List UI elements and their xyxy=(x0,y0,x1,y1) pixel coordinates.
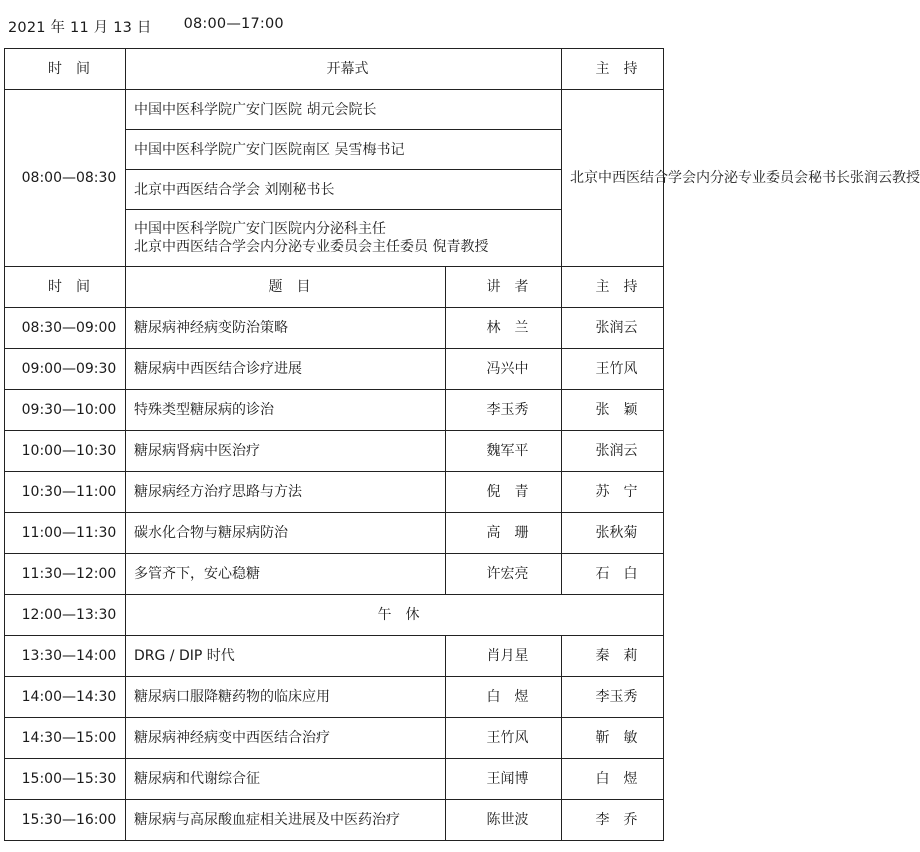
session-speaker: 冯兴中 xyxy=(446,349,562,390)
opening-host-header: 主 持 xyxy=(562,49,664,90)
session-row xyxy=(5,759,664,800)
session-speaker: 林 兰 xyxy=(446,308,562,349)
lunch-row xyxy=(5,595,664,636)
session-row xyxy=(5,554,664,595)
session-topic: 糖尿病中西医结合诊疗进展 xyxy=(126,349,446,390)
session-header-row xyxy=(5,267,664,308)
session-speaker-header: 讲 者 xyxy=(446,267,562,308)
session-speaker: 李玉秀 xyxy=(446,390,562,431)
opening-speaker-4 xyxy=(126,210,562,267)
session-topic: 糖尿病口服降糖药物的临床应用 xyxy=(126,677,446,718)
session-row xyxy=(5,431,664,472)
session-host-header: 主 持 xyxy=(562,267,664,308)
session-host: 苏 宁 xyxy=(562,472,664,513)
session-time: 14:00—14:30 xyxy=(5,677,126,718)
session-topic: 糖尿病经方治疗思路与方法 xyxy=(126,472,446,513)
opening-header-row xyxy=(5,49,664,90)
opening-title: 开幕式 xyxy=(126,49,562,90)
session-speaker: 陈世波 xyxy=(446,800,562,841)
opening-host: 北京中西医结合学会内分泌专业委员会秘书长张润云教授 xyxy=(562,90,664,267)
session-speaker: 王闻博 xyxy=(446,759,562,800)
session-host: 李玉秀 xyxy=(562,677,664,718)
meeting-hours: 08:00—17:00 xyxy=(183,16,284,32)
session-topic: 糖尿病肾病中医治疗 xyxy=(126,431,446,472)
session-host: 白 煜 xyxy=(562,759,664,800)
meeting-date: 2021 年 11 月 13 日 xyxy=(8,20,152,36)
session-row xyxy=(5,472,664,513)
session-host: 王竹风 xyxy=(562,349,664,390)
opening-speaker-4-line-2: 北京中西医结合学会内分泌专业委员会主任委员 倪青教授 xyxy=(134,239,489,255)
schedule-table xyxy=(4,48,920,841)
session-topic: DRG / DIP 时代 xyxy=(126,636,446,677)
session-topic: 糖尿病神经病变防治策略 xyxy=(126,308,446,349)
session-topic: 糖尿病和代谢综合征 xyxy=(126,759,446,800)
session-time: 09:30—10:00 xyxy=(5,390,126,431)
session-host: 靳 敏 xyxy=(562,718,664,759)
session-time: 10:00—10:30 xyxy=(5,431,126,472)
session-row xyxy=(5,677,664,718)
session-row xyxy=(5,513,664,554)
lunch-time: 12:00—13:30 xyxy=(5,595,126,636)
session-topic: 糖尿病神经病变中西医结合治疗 xyxy=(126,718,446,759)
session-speaker: 高 珊 xyxy=(446,513,562,554)
opening-time: 08:00—08:30 xyxy=(5,90,126,267)
session-host: 张秋菊 xyxy=(562,513,664,554)
session-topic-header: 题 目 xyxy=(126,267,446,308)
session-host: 石 白 xyxy=(562,554,664,595)
session-time: 14:30—15:00 xyxy=(5,718,126,759)
session-topic: 碳水化合物与糖尿病防治 xyxy=(126,513,446,554)
session-topic: 糖尿病与高尿酸血症相关进展及中医药治疗 xyxy=(126,800,446,841)
session-host: 张润云 xyxy=(562,308,664,349)
session-row xyxy=(5,390,664,431)
session-row xyxy=(5,349,664,390)
session-speaker: 肖月星 xyxy=(446,636,562,677)
session-row xyxy=(5,308,664,349)
session-time: 15:00—15:30 xyxy=(5,759,126,800)
session-topic: 多管齐下，安心稳糖 xyxy=(126,554,446,595)
session-row xyxy=(5,800,664,841)
session-row xyxy=(5,636,664,677)
session-row xyxy=(5,718,664,759)
session-host: 秦 莉 xyxy=(562,636,664,677)
session-host: 张 颖 xyxy=(562,390,664,431)
opening-time-header: 时 间 xyxy=(5,49,126,90)
opening-speaker-1: 中国中医科学院广安门医院 胡元会院长 xyxy=(126,90,562,130)
lunch-label: 午 休 xyxy=(126,595,664,636)
session-time: 10:30—11:00 xyxy=(5,472,126,513)
session-time: 08:30—09:00 xyxy=(5,308,126,349)
opening-speaker-2: 中国中医科学院广安门医院南区 吴雪梅书记 xyxy=(126,130,562,170)
session-time-header: 时 间 xyxy=(5,267,126,308)
session-speaker: 倪 青 xyxy=(446,472,562,513)
session-time: 13:30—14:00 xyxy=(5,636,126,677)
session-time: 11:00—11:30 xyxy=(5,513,126,554)
opening-row-1 xyxy=(5,90,664,130)
session-speaker: 白 煜 xyxy=(446,677,562,718)
session-speaker: 魏军平 xyxy=(446,431,562,472)
session-host: 张润云 xyxy=(562,431,664,472)
session-host: 李 乔 xyxy=(562,800,664,841)
session-time: 11:30—12:00 xyxy=(5,554,126,595)
session-topic: 特殊类型糖尿病的诊治 xyxy=(126,390,446,431)
session-speaker: 王竹风 xyxy=(446,718,562,759)
session-time: 15:30—16:00 xyxy=(5,800,126,841)
session-time: 09:00—09:30 xyxy=(5,349,126,390)
opening-speaker-4-line-1: 中国中医科学院广安门医院内分泌科主任 xyxy=(134,221,386,237)
session-speaker: 许宏亮 xyxy=(446,554,562,595)
opening-speaker-3: 北京中西医结合学会 刘刚秘书长 xyxy=(126,170,562,210)
date-header xyxy=(8,16,284,37)
